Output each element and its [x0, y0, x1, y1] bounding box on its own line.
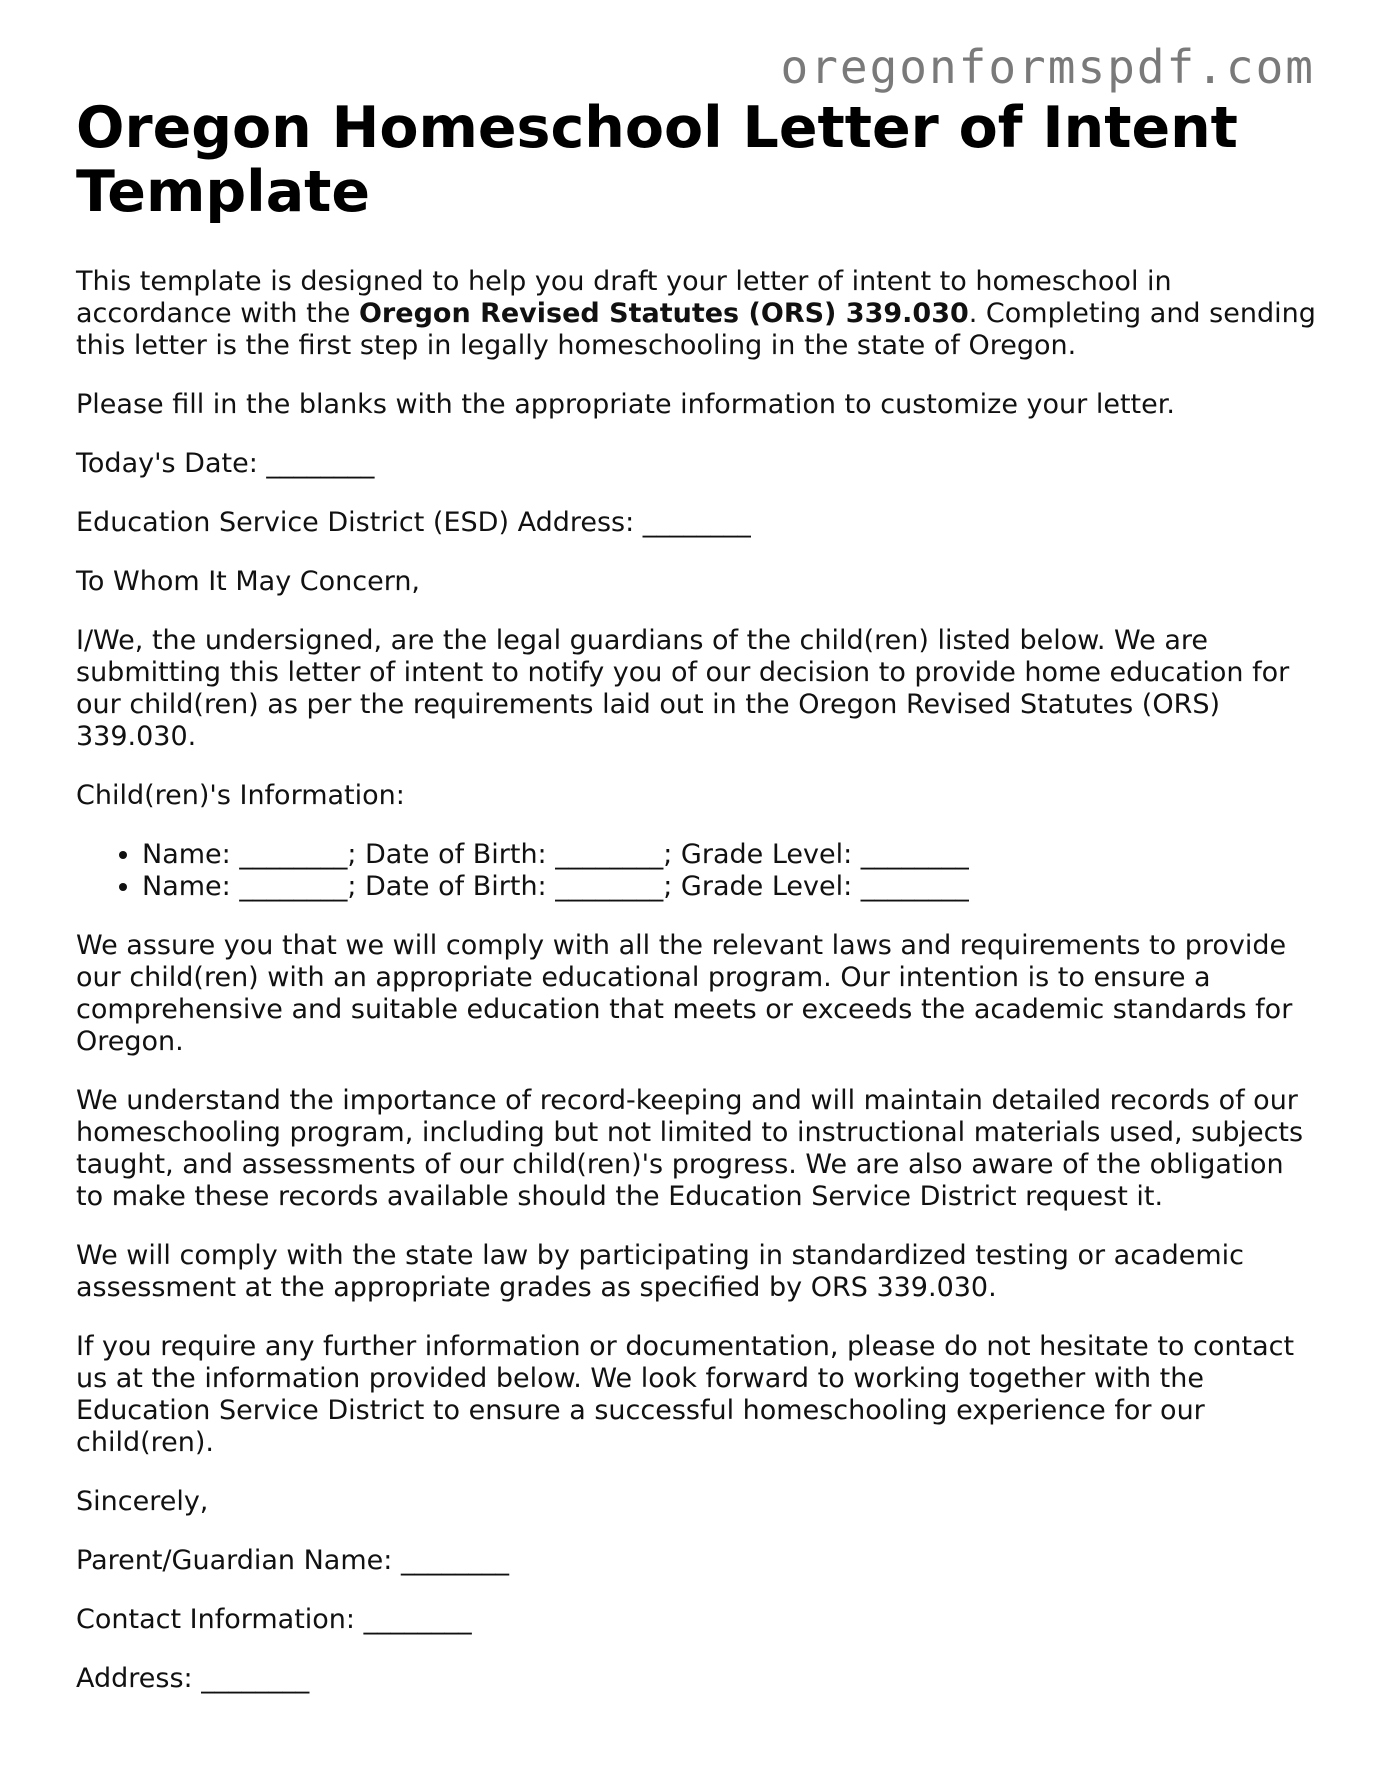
- guardian-name-field: Parent/Guardian Name: ________: [76, 1545, 509, 1576]
- contact-paragraph: If you require any further information or documentation, please do not hesitate to contact us at the information provided below. We look forward to working together with the Education Service District to ensure a successful homeschooling experience for our child(ren).: [76, 1331, 1295, 1458]
- document-body: [76, 96, 1316, 1722]
- intent-paragraph: I/We, the undersigned, are the legal guardians of the child(ren) listed below. We are submitting this letter of intent to notify you of our decision to provide home education for our child(ren) as per the requirements laid out in the Oregon Revised Statutes (ORS) 339.030.: [76, 625, 1290, 752]
- intro-paragraph: [76, 266, 1316, 362]
- watermark: oregonformspdf.com: [780, 40, 1315, 94]
- child-entry: • Name: ________; Date of Birth: ________; Grade Level: ________: [142, 871, 1316, 903]
- testing-paragraph: We will comply with the state law by participating in standardized testing or academic assessment at the appropriate grades as specified by ORS 339.030.: [76, 1240, 1245, 1303]
- children-heading: Child(ren)'s Information:: [76, 780, 405, 811]
- intro-text-after: . Completing and sending this letter is the first step in legally homeschooling in the state of Oregon.: [76, 298, 1316, 361]
- closing: Sincerely,: [76, 1486, 209, 1517]
- page-title: Oregon Homeschool Letter of Intent Template: [76, 95, 1238, 225]
- contact-info-field: Contact Information: ________: [76, 1604, 472, 1635]
- intro-text-before: This template is designed to help you draft your letter of intent to homeschool in accordance with the: [76, 266, 1172, 329]
- records-paragraph: We understand the importance of record-keeping and will maintain detailed records of our homeschooling program, including but not limited to instructional materials used, subjects taught, and assessments of our child(ren)'s progress. We are also aware of the obligation to make these records available should the Education Service District request it.: [76, 1085, 1304, 1212]
- todays-date-field: Today's Date: ________: [76, 448, 375, 479]
- instructions-paragraph: Please fill in the blanks with the appropriate information to customize your letter.: [76, 389, 1175, 420]
- esd-address-field: Education Service District (ESD) Address: ________: [76, 507, 751, 538]
- children-list: [76, 839, 1316, 903]
- intro-statute: Oregon Revised Statutes (ORS) 339.030: [358, 298, 969, 329]
- salutation: To Whom It May Concern,: [76, 566, 421, 597]
- assurance-paragraph: We assure you that we will comply with all the relevant laws and requirements to provide our child(ren) with an appropriate educational program. Our intention is to ensure a comprehensive and suitable education that meets or exceeds the academic standards for Oregon.: [76, 930, 1293, 1057]
- address-field: Address: ________: [76, 1663, 310, 1694]
- child-entry: • Name: ________; Date of Birth: ________; Grade Level: ________: [142, 839, 1316, 871]
